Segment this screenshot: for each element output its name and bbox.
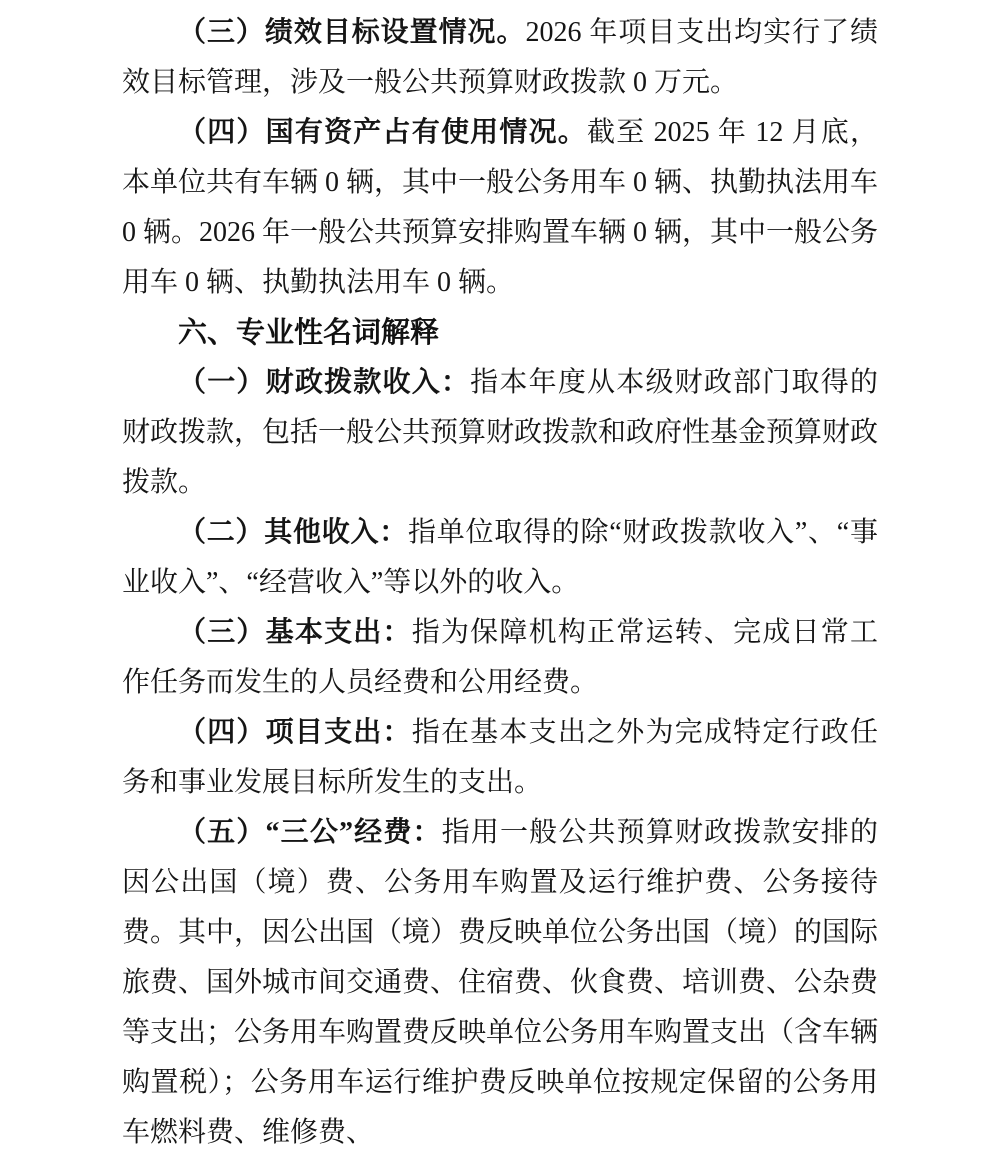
paragraph-lead: （三）绩效目标设置情况。 [178, 17, 526, 48]
paragraph-glossary-fiscal-appropriation-income [122, 358, 878, 508]
paragraph-text: 指单位取得的除“财政拨款收入”、“事业收入”、“经营收入”等以外的收入。 [122, 517, 878, 598]
paragraph-state-assets [122, 108, 878, 308]
paragraph-glossary-project-expenditure [122, 708, 878, 808]
document-page [122, 8, 878, 1158]
paragraph-lead: （五）“三公”经费： [178, 817, 442, 848]
paragraph-text: 指本年度从本级财政部门取得的财政拨款，包括一般公共预算财政拨款和政府性基金预算财政拨款。 [122, 367, 879, 498]
paragraph-glossary-other-income [122, 508, 878, 608]
paragraph-lead: （一）财政拨款收入： [178, 367, 471, 398]
paragraph-text: 截至 2025 年 12 月底，本单位共有车辆 0 辆，其中一般公务用车 0 辆、执勤执法用车 0 辆。2026 年一般公共预算安排购置车辆 0 辆，其中一般公务用车 0 辆、执勤执法用车 0 辆。 [122, 117, 879, 298]
paragraph-glossary-three-public-funds [122, 808, 878, 1158]
paragraph-lead: （四）国有资产占有使用情况。 [178, 117, 588, 148]
paragraph-text: 2026 年项目支出均实行了绩效目标管理，涉及一般公共预算财政拨款 0 万元。 [122, 17, 878, 98]
paragraph-text: 指在基本支出之外为完成特定行政任务和事业发展目标所发生的支出。 [122, 717, 878, 798]
paragraph-performance-goals [122, 8, 878, 108]
paragraph-lead: （二）其他收入： [178, 517, 408, 548]
paragraph-lead: （四）项目支出： [178, 717, 412, 748]
paragraph-text: 指为保障机构正常运转、完成日常工作任务而发生的人员经费和公用经费。 [122, 617, 878, 698]
paragraph-text: 指用一般公共预算财政拨款安排的因公出国（境）费、公务用车购置及运行维护费、公务接待费。其中，因公出国（境）费反映单位公务出国（境）的国际旅费、国外城市间交通费、住宿费、伙食费、培训费、公杂费等支出；公务用车购置费反映单位公务用车购置支出（含车辆购置税）；公务用车运行维护费反映单位按规定保留的公务用车燃料费、维修费、 [122, 817, 879, 1148]
paragraph-glossary-basic-expenditure [122, 608, 878, 708]
section-heading-glossary: 六、专业性名词解释 [178, 317, 440, 349]
paragraph-lead: （三）基本支出： [178, 617, 412, 648]
